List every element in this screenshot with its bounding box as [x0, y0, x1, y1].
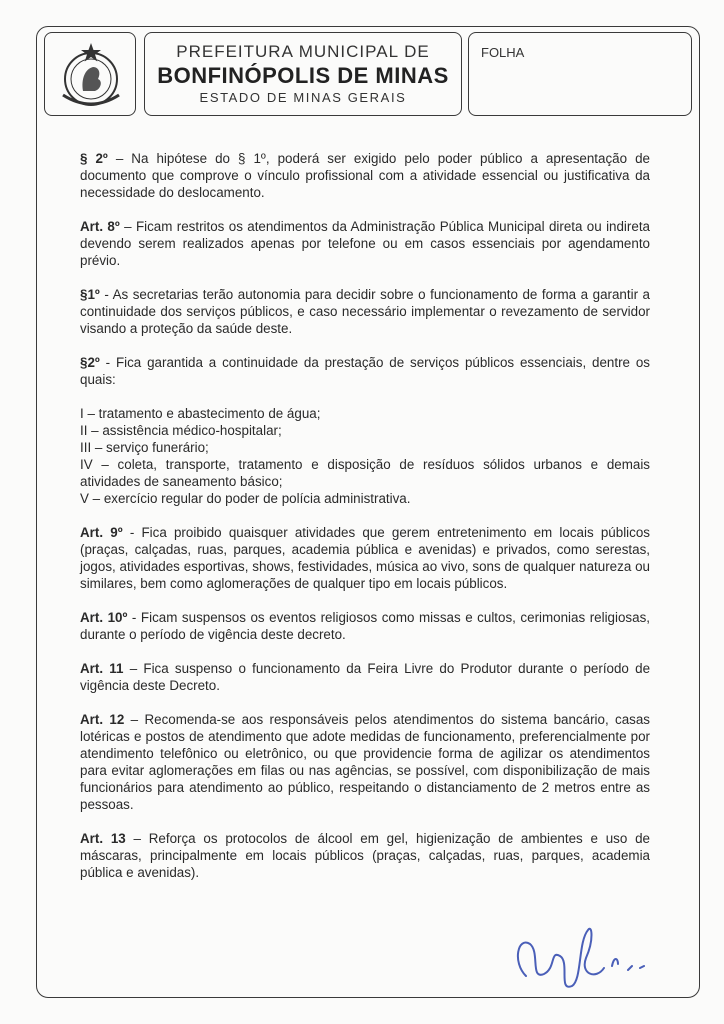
paragraph-text: - As secretarias terão autonomia para decidir sobre o funcionamento de forma a garantir a continuidade dos serviços públicos, e caso necessário implementar o revezamento de servidor visando a proteção da saúde deste.	[80, 287, 650, 336]
folha-box	[468, 32, 692, 116]
state-name: ESTADO DE MINAS GERAIS	[199, 90, 407, 105]
letterhead	[36, 26, 700, 120]
article-heading: Art. 8º	[80, 219, 120, 234]
title-box	[144, 32, 462, 116]
article-heading: Art. 11	[80, 661, 124, 676]
article-text: – Reforça os protocolos de álcool em gel, higienização de ambientes e uso de máscaras, principalmente em locais públicos (praças, calçadas, ruas, parques, academia pública e avenidas).	[80, 831, 650, 880]
article-text: – Ficam restritos os atendimentos da Administração Pública Municipal direta ou indireta devendo serem realizados apenas por telefone ou em casos essenciais por agendamento prévio.	[80, 219, 650, 268]
paragraph-1	[80, 286, 650, 337]
list-item: III – serviço funerário;	[80, 440, 209, 455]
paragraph-text: – Na hipótese do § 1º, poderá ser exigido pelo poder público a apresentação de documento que comprove o vínculo profissional com a atividade essencial ou justificativa da necessidade do deslocamento.	[80, 151, 650, 200]
folha-label: FOLHA	[481, 45, 525, 60]
list-item: IV – coleta, transporte, tratamento e disposição de resíduos sólidos urbanos e demais atividades de saneamento básico;	[80, 457, 650, 489]
municipal-seal-icon	[45, 33, 137, 117]
essential-services-list	[80, 405, 650, 507]
article-9	[80, 524, 650, 592]
paragraph-heading: §2º	[80, 355, 100, 370]
paragraph-heading: § 2º	[80, 151, 108, 166]
article-heading: Art. 13	[80, 831, 126, 846]
list-item: V – exercício regular do poder de polícia administrativa.	[80, 491, 411, 506]
article-heading: Art. 12	[80, 712, 125, 727]
article-text: – Fica suspenso o funcionamento da Feira Livre do Produtor durante o período de vigência deste Decreto.	[80, 661, 651, 693]
municipality-name: BONFINÓPOLIS DE MINAS	[157, 63, 449, 88]
header-line-1: PREFEITURA MUNICIPAL DE	[176, 42, 430, 61]
article-text: – Recomenda-se aos responsáveis pelos atendimentos do sistema bancário, casas lotéricas e postos de atendimento que adote medidas de funcionamento, preferencialmente por atendimento telefônico ou eletrônico, ou que providencie forma de agilizar os atendimentos para evitar aglomerações em filas ou nas agências, se possível, com disponibilização de mais funcionários para atendimento ao público, respeitando o distanciamento de 2 metros entre as pessoas.	[80, 712, 650, 812]
paragraph-text: - Fica garantida a continuidade da prestação de serviços públicos essenciais, dentre os quais:	[80, 355, 650, 387]
article-10	[80, 609, 650, 643]
paragraph-2	[80, 150, 650, 201]
article-text: - Ficam suspensos os eventos religiosos como missas e cultos, cerimonias religiosas, durante o período de vigência deste decreto.	[80, 610, 650, 642]
document-body	[80, 150, 650, 898]
handwritten-signature-icon	[500, 900, 650, 995]
paragraph-2b	[80, 354, 650, 388]
article-heading: Art. 10º	[80, 610, 128, 625]
coat-of-arms-box	[44, 32, 136, 116]
article-text: - Fica proibido quaisquer atividades que gerem entretenimento em locais públicos (praças, calçadas, ruas, parques, academia pública e avenidas) e privados, como serestas, jogos, atividades esportivas, shows, festividades, música ao vivo, sons de qualquer natureza ou similares, bem como aglomerações de qualquer tipo em locais públicos.	[80, 525, 650, 591]
list-item: I – tratamento e abastecimento de água;	[80, 406, 321, 421]
article-12	[80, 711, 650, 813]
list-item: II – assistência médico-hospitalar;	[80, 423, 282, 438]
article-13	[80, 830, 650, 881]
article-8	[80, 218, 650, 269]
paragraph-heading: §1º	[80, 287, 100, 302]
article-heading: Art. 9º	[80, 525, 123, 540]
article-11	[80, 660, 650, 694]
